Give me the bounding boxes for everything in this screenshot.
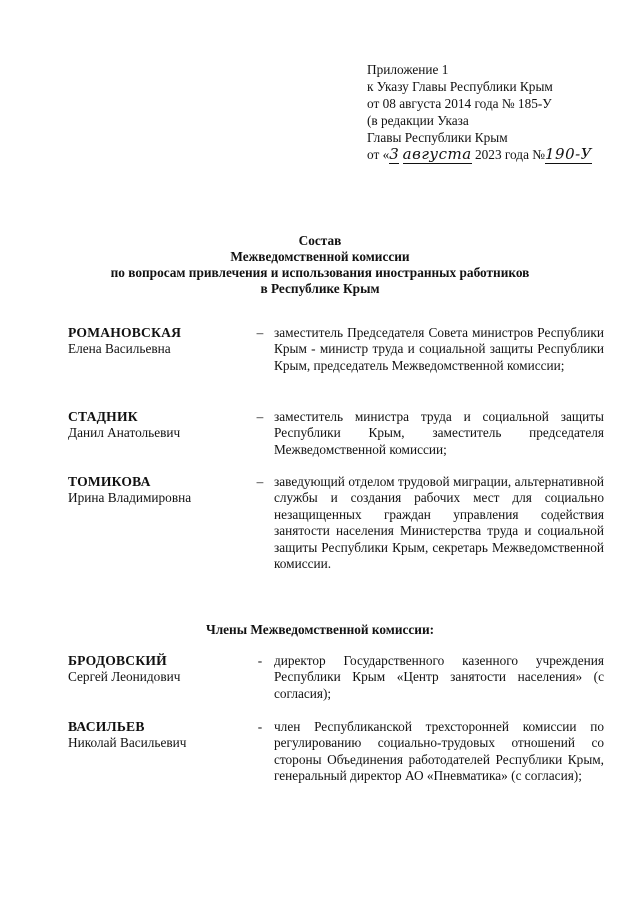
person-name: [68, 325, 248, 358]
dash: –: [256, 474, 264, 489]
dash: –: [256, 409, 264, 424]
person-given-name: Николай Васильевич: [68, 735, 187, 751]
annex-line-5: Главы Республики Крым: [367, 130, 508, 145]
handwritten-month: августа: [402, 145, 472, 163]
person-position: заведующий отделом трудовой миграции, альтернативной службы и создания рабочих мест для социально незащищенных граждан управления содействия занятости населения Министерства труда и социальной защиты Республики Крым, секретарь Межведомственной комиссии.: [274, 474, 604, 572]
person-surname: БРОДОВСКИЙ: [68, 653, 167, 668]
members-heading: Члены Межведомственной комиссии:: [205, 622, 435, 637]
title-line-2: Межведомственной комиссии: [230, 249, 410, 264]
person-name: [68, 719, 248, 752]
person-surname: СТАДНИК: [68, 409, 138, 424]
person-given-name: Сергей Леонидович: [68, 669, 181, 685]
annex-date-mid: 2023 года №: [471, 147, 545, 162]
dash: –: [256, 325, 264, 340]
person-surname: ТОМИКОВА: [68, 474, 151, 489]
person-name: [68, 653, 248, 686]
person-surname: РОМАНОВСКАЯ: [68, 325, 182, 340]
annex-line-3: от 08 августа 2014 года № 185-У: [367, 96, 552, 111]
annex-date-prefix: от «: [367, 147, 390, 162]
title-line-4: в Республике Крым: [260, 281, 380, 296]
document-title: [0, 233, 640, 297]
person-name: [68, 474, 248, 507]
person-surname: ВАСИЛЬЕВ: [68, 719, 145, 734]
person-given-name: Елена Васильевна: [68, 341, 171, 357]
annex-line-2: к Указу Главы Республики Крым: [367, 79, 553, 94]
person-position: член Республиканской трехсторонней комиссии по регулированию социально-трудовых отношений со стороны Объединения работодателей Республики Крым, генеральный директор АО «Пневматика» (с согласия);: [274, 719, 604, 784]
annex-line-1: Приложение 1: [367, 62, 449, 77]
annex-block: [367, 61, 627, 163]
person-given-name: Данил Анатольевич: [68, 425, 181, 441]
person-name: [68, 409, 248, 442]
title-line-3: по вопросам привлечения и использования иностранных работников: [110, 265, 530, 280]
dash: -: [257, 719, 263, 734]
person-position: заместитель Председателя Совета министров Республики Крым - министр труда и социальной защиты Республики Крым, председатель Межведомственной комиссии;: [274, 325, 604, 373]
annex-line-4: (в редакции Указа: [367, 113, 469, 128]
handwritten-day: 3: [389, 145, 400, 163]
title-line-1: Состав: [298, 233, 342, 248]
person-given-name: Ирина Владимировна: [68, 490, 192, 506]
person-position: заместитель министра труда и социальной защиты Республики Крым, заместитель председателя Межведомственной комиссии;: [274, 409, 604, 457]
dash: -: [257, 653, 263, 668]
handwritten-number: 190-У: [544, 145, 593, 163]
person-position: директор Государственного казенного учреждения Республики Крым «Центр занятости населения» (с согласия);: [274, 653, 604, 701]
annex-date-line: [367, 146, 627, 163]
